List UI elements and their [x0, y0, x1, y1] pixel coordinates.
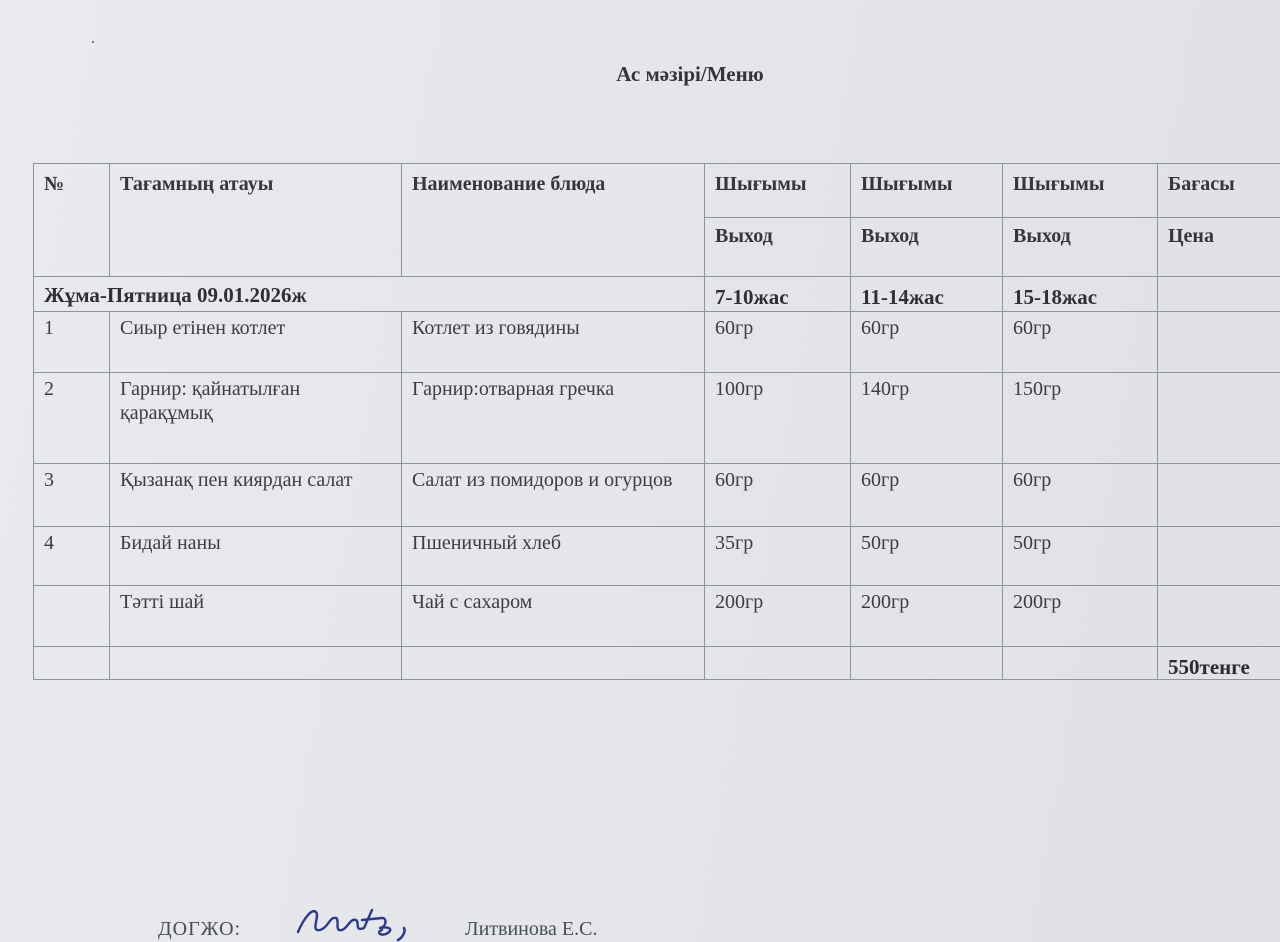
age-group-price-cell	[1158, 277, 1280, 312]
row-5-yield-2-cell	[851, 586, 1003, 647]
row-2-yield-1-cell	[705, 373, 851, 464]
row-2-yield-2-cell	[851, 373, 1003, 464]
row-1-name-kz: Сиыр етінен котлет	[120, 317, 286, 339]
header-num-cell	[34, 164, 110, 277]
document-title	[0, 62, 1280, 87]
header-yield-1-cell	[705, 164, 851, 277]
row-4-yield-3: 50гр	[1013, 532, 1052, 554]
header-yield-3-kz: Шығымы	[1003, 164, 1157, 218]
row-1-yield-2-cell	[851, 312, 1003, 373]
header-num: №	[44, 173, 65, 195]
row-1-yield-1-cell	[705, 312, 851, 373]
row-3-num-cell	[34, 464, 110, 527]
age-group-2: 11-14жас	[861, 285, 944, 309]
table-row	[34, 464, 1280, 527]
row-3-yield-2: 60гр	[861, 469, 900, 491]
row-4-num-cell	[34, 527, 110, 586]
row-4-yield-3-cell	[1003, 527, 1158, 586]
row-3-yield-3: 60гр	[1013, 469, 1052, 491]
header-name-kz-cell	[110, 164, 402, 277]
day-label-cell	[34, 277, 705, 312]
row-3-yield-1-cell	[705, 464, 851, 527]
row-3-price	[1158, 464, 1280, 468]
row-1-price	[1158, 312, 1280, 316]
row-4-yield-2: 50гр	[861, 532, 900, 554]
header-yield-3-cell	[1003, 164, 1158, 277]
row-2-num: 2	[44, 378, 54, 400]
header-yield-2-cell	[851, 164, 1003, 277]
row-1-yield-3-cell	[1003, 312, 1158, 373]
row-5-num	[34, 586, 109, 590]
day-label: Жұма-Пятница 09.01.2026ж	[44, 283, 307, 307]
header-yield-2-kz: Шығымы	[851, 164, 1002, 218]
total-price: 550тенге	[1168, 655, 1250, 679]
age-group-1: 7-10жас	[715, 285, 789, 309]
signature	[290, 898, 420, 942]
row-1-name-ru: Котлет из говядины	[412, 317, 580, 339]
header-name-kz: Тағамның атауы	[120, 173, 274, 195]
paper-speck	[92, 41, 94, 43]
age-group-3-cell	[1003, 277, 1158, 312]
row-2-num-cell	[34, 373, 110, 464]
row-4-name-ru: Пшеничный хлеб	[412, 532, 562, 554]
row-4-num: 4	[44, 532, 54, 554]
row-4-yield-1: 35гр	[715, 532, 754, 554]
total-empty-5	[851, 647, 1003, 680]
row-5-yield-3-cell	[1003, 586, 1158, 647]
total-row	[34, 647, 1280, 680]
document-title-text: Ас мәзірі/Меню	[616, 62, 764, 86]
header-name-ru-cell	[402, 164, 705, 277]
table-row	[34, 373, 1280, 464]
row-4-price	[1158, 527, 1280, 531]
row-3-price-cell	[1158, 464, 1280, 527]
row-1-yield-2: 60гр	[861, 317, 900, 339]
row-3-yield-1: 60гр	[715, 469, 754, 491]
row-5-num-cell	[34, 586, 110, 647]
row-3-name-ru-cell	[402, 464, 705, 527]
row-2-yield-2: 140гр	[861, 378, 910, 400]
row-2-price	[1158, 373, 1280, 377]
row-4-yield-2-cell	[851, 527, 1003, 586]
row-2-name-ru-cell	[402, 373, 705, 464]
header-price-cell	[1158, 164, 1280, 277]
total-empty-1	[34, 647, 110, 680]
row-4-price-cell	[1158, 527, 1280, 586]
header-yield-2-ru: Выход	[861, 225, 919, 247]
header-name-ru: Наименование блюда	[412, 173, 606, 195]
header-price-kz: Бағасы	[1158, 164, 1280, 218]
row-3-yield-2-cell	[851, 464, 1003, 527]
footer	[158, 918, 598, 941]
row-2-name-ru: Гарнир:отварная гречка	[412, 378, 615, 400]
age-group-3: 15-18жас	[1013, 285, 1098, 309]
row-2-name-kz-cell	[110, 373, 402, 464]
header-yield-3-ru: Выход	[1013, 225, 1071, 247]
row-4-name-kz: Бидай наны	[120, 532, 221, 554]
day-row	[34, 277, 1280, 312]
header-price-ru: Цена	[1168, 225, 1214, 247]
total-price-cell	[1158, 647, 1280, 680]
row-1-name-kz-cell	[110, 312, 402, 373]
row-1-yield-3: 60гр	[1013, 317, 1052, 339]
table-row	[34, 586, 1280, 647]
row-3-name-kz: Қызанақ пен киярдан салат	[120, 469, 353, 491]
row-5-name-kz: Тәтті шай	[120, 591, 205, 613]
table-row	[34, 527, 1280, 586]
row-5-name-ru-cell	[402, 586, 705, 647]
footer-role: ДОГЖО:	[158, 918, 242, 940]
row-2-name-kz: Гарнир: қайнатылған қарақұмық	[120, 378, 301, 424]
row-2-yield-3-cell	[1003, 373, 1158, 464]
row-2-price-cell	[1158, 373, 1280, 464]
row-3-num: 3	[44, 469, 54, 491]
row-1-num-cell	[34, 312, 110, 373]
total-empty-3	[402, 647, 705, 680]
row-5-yield-1: 200гр	[715, 591, 764, 613]
table-row	[34, 312, 1280, 373]
menu-table	[33, 163, 1280, 680]
row-5-yield-1-cell	[705, 586, 851, 647]
row-1-price-cell	[1158, 312, 1280, 373]
row-1-name-ru-cell	[402, 312, 705, 373]
footer-person: Литвинова Е.С.	[465, 918, 598, 940]
row-4-name-kz-cell	[110, 527, 402, 586]
header-yield-1-ru: Выход	[715, 225, 773, 247]
age-group-1-cell	[705, 277, 851, 312]
total-empty-4	[705, 647, 851, 680]
header-yield-1-kz: Шығымы	[705, 164, 850, 218]
row-3-yield-3-cell	[1003, 464, 1158, 527]
total-empty-6	[1003, 647, 1158, 680]
row-2-yield-3: 150гр	[1013, 378, 1062, 400]
row-4-name-ru-cell	[402, 527, 705, 586]
row-5-yield-3: 200гр	[1013, 591, 1062, 613]
age-group-2-cell	[851, 277, 1003, 312]
row-5-price	[1158, 586, 1280, 590]
row-5-price-cell	[1158, 586, 1280, 647]
row-3-name-ru: Салат из помидоров и огурцов	[412, 469, 673, 491]
row-5-name-kz-cell	[110, 586, 402, 647]
row-5-yield-2: 200гр	[861, 591, 910, 613]
row-3-name-kz-cell	[110, 464, 402, 527]
row-5-name-ru: Чай с сахаром	[412, 591, 533, 613]
row-2-yield-1: 100гр	[715, 378, 764, 400]
row-1-num: 1	[44, 317, 54, 339]
header-row	[34, 164, 1280, 277]
total-empty-2	[110, 647, 402, 680]
row-1-yield-1: 60гр	[715, 317, 754, 339]
row-4-yield-1-cell	[705, 527, 851, 586]
